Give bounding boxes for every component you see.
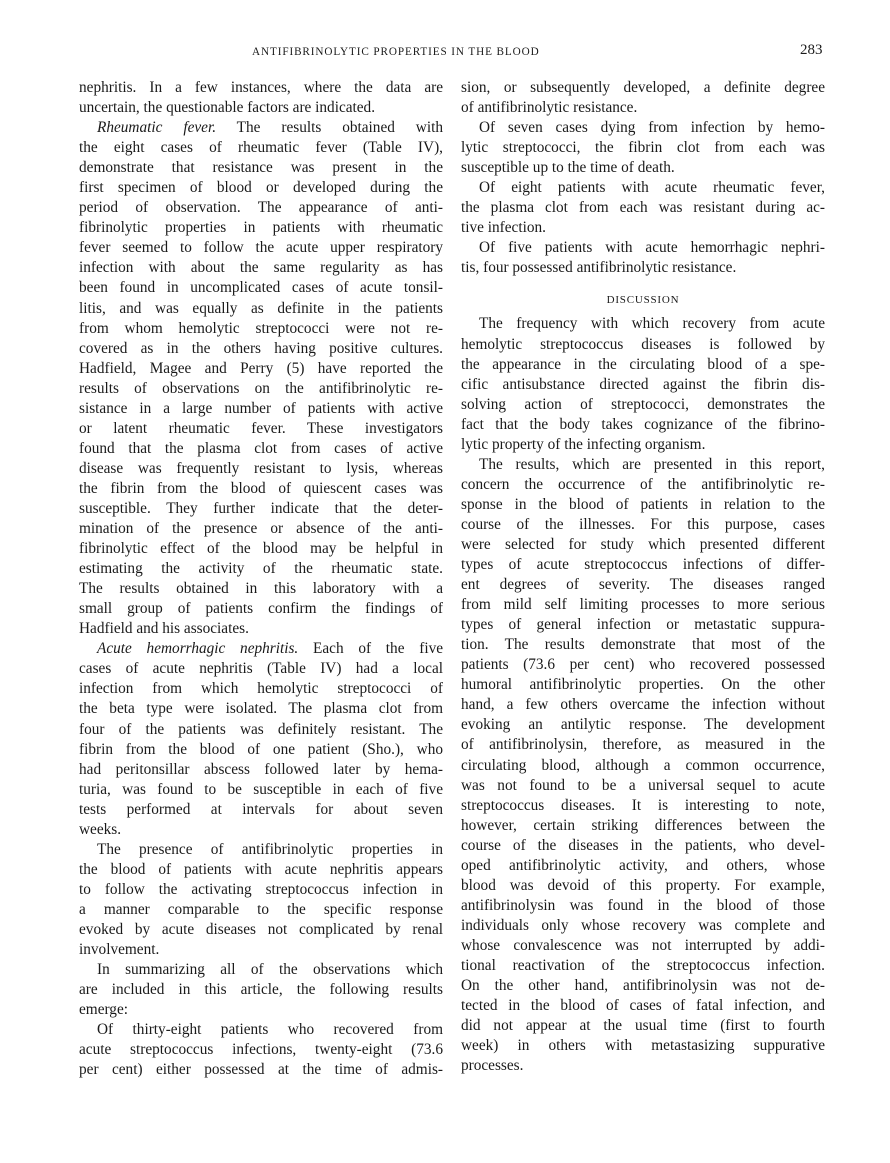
paragraph-lines xyxy=(79,659,443,839)
text-line: blood was devoid of this property. For example, xyxy=(461,876,825,894)
line-text: The results obtained with xyxy=(236,119,443,137)
text-line: circulating blood, although a common occurrence, xyxy=(461,756,825,774)
text-line: concern the occurrence of the antifibrinolytic re- xyxy=(461,475,825,493)
text-line: acute streptococcus infections, twenty-eight (73.6 xyxy=(79,1041,443,1059)
paragraph-summary xyxy=(79,960,443,1020)
text-line: the eight cases of rheumatic fever (Table IV), xyxy=(79,139,443,157)
right-column xyxy=(461,78,825,1076)
text-line: tive infection. xyxy=(461,219,546,237)
text-line: infection from which hemolytic streptococci of xyxy=(79,680,443,698)
text-line: susceptible up to the time of death. xyxy=(461,159,675,177)
text-line: from whom hemolytic streptococci were not re- xyxy=(79,319,443,337)
text-line: patients (73.6 per cent) who recovered possessed xyxy=(461,656,825,674)
text-line: fever seemed to follow the acute upper respiratory xyxy=(79,239,443,257)
text-line: humoral antifibrinolytic properties. On the other xyxy=(461,676,825,694)
text-line: ent degrees of severity. The diseases ranged xyxy=(461,576,825,594)
text-line: cases of acute nephritis (Table IV) had a local xyxy=(79,660,443,678)
paragraph-acute-nephritis xyxy=(79,639,443,839)
text-line: first specimen of blood or developed during the xyxy=(79,179,443,197)
text-line: of antifibrinolysin, therefore, as measured in the xyxy=(461,736,825,754)
text-line: course of the illnesses. For this purpose, cases xyxy=(461,515,825,533)
text-line: nephritis. In a few instances, where the data are xyxy=(79,79,443,96)
text-line: streptococcus diseases. It is interesting to note, xyxy=(461,796,825,814)
text-line: are included in this article, the following results xyxy=(79,981,443,999)
text-line: demonstrate that resistance was present in the xyxy=(79,159,443,177)
text-line: The results obtained in this laboratory with a xyxy=(79,580,443,598)
spacer xyxy=(461,278,825,286)
page-number: 283 xyxy=(800,42,823,58)
text-line: types of acute streptococcus infections of differ- xyxy=(461,556,825,574)
paragraph-rheumatic-fever xyxy=(79,118,443,639)
text-line: fibrinolytic properties in patients with rheumatic xyxy=(79,219,443,237)
text-line: course of the diseases in the patients, who devel- xyxy=(461,836,825,854)
text-line: fact that the body takes cognizance of the fibrino- xyxy=(461,415,825,433)
text-line: uncertain, the questionable factors are indicated. xyxy=(79,99,376,117)
text-line: lytic streptococci, the fibrin clot from each was xyxy=(461,139,825,157)
text-line: found that the plasma clot from cases of active xyxy=(79,439,443,457)
paragraph-admission-continued xyxy=(461,78,825,118)
section-heading-rheumatic-fever: Rheumatic fever. xyxy=(97,119,217,137)
text-line: tests performed at intervals for about seven xyxy=(79,800,443,818)
paragraph-first-line xyxy=(79,639,443,659)
text-line: sistance in a large number of patients with active xyxy=(79,399,443,417)
text-line: Hadfield and his associates. xyxy=(79,620,249,638)
text-line: been found in uncomplicated cases of acute tonsil- xyxy=(79,279,443,297)
text-line: had peritonsillar abscess followed later by hema- xyxy=(79,760,443,778)
text-line: a manner comparable to the specific response xyxy=(79,900,443,918)
text-line: the beta type were isolated. The plasma clot from xyxy=(79,700,443,718)
text-line: estimating the activity of the rheumatic state. xyxy=(79,560,443,578)
text-line: the appearance in the circulating blood of a spe- xyxy=(461,355,825,373)
text-line: were selected for study which presented different xyxy=(461,535,825,553)
text-line: from mild self limiting processes to more serious xyxy=(461,596,825,614)
text-line: tected in the blood of cases of fatal infection, and xyxy=(461,997,825,1015)
text-line: involvement. xyxy=(79,941,160,959)
paragraph-frequency xyxy=(461,314,825,454)
text-line: sponse in the blood of patients in relation to the xyxy=(461,495,825,513)
text-line: The frequency with which recovery from acute xyxy=(479,315,825,333)
paragraph-seven-cases xyxy=(461,118,825,178)
text-line: weeks. xyxy=(79,820,122,838)
text-line: hemolytic streptococcus diseases is followed by xyxy=(461,335,825,353)
text-line: tis, four possessed antifibrinolytic resistance. xyxy=(461,259,737,277)
line-text: Each of the five xyxy=(313,640,444,658)
paragraph-eight-patients xyxy=(461,178,825,238)
text-line: period of observation. The appearance of anti- xyxy=(79,199,443,217)
text-line: tion. The results demonstrate that most of the xyxy=(461,636,825,654)
text-line: On the other hand, antifibrinolysin was not de- xyxy=(461,977,825,995)
paragraph-thirty-eight xyxy=(79,1020,443,1080)
text-line: susceptible. They further indicate that the deter- xyxy=(79,499,443,517)
text-line: per cent) either possessed at the time of admis- xyxy=(79,1061,443,1079)
text-line: cific antisubstance directed against the fibrin dis- xyxy=(461,375,825,393)
paragraph-intro-continued xyxy=(79,78,443,118)
text-line: week) in others with metastasizing suppurative xyxy=(461,1037,825,1055)
text-line: Of thirty-eight patients who recovered from xyxy=(97,1021,443,1039)
text-line: did not appear at the usual time (first to fourth xyxy=(461,1017,825,1035)
text-line: The results, which are presented in this report, xyxy=(479,455,825,473)
text-line: infection with about the same regularity as has xyxy=(79,259,443,277)
text-line: oped antifibrinolytic activity, and others, whose xyxy=(461,856,825,874)
text-line: evoked by acute diseases not complicated by renal xyxy=(79,920,443,938)
text-line: the fibrin from the blood of quiescent cases was xyxy=(79,479,443,497)
text-line: of antifibrinolytic resistance. xyxy=(461,99,638,117)
text-line: disease was frequently resistant to lysis, whereas xyxy=(79,459,443,477)
text-line: tional reactivation of the streptococcus infection. xyxy=(461,956,825,974)
text-line: Of seven cases dying from infection by hemo- xyxy=(479,119,825,137)
text-line: the blood of patients with acute nephritis appears xyxy=(79,860,443,878)
text-line: covered as in the others having positive cultures. xyxy=(79,339,443,357)
paragraph-lines xyxy=(79,138,443,639)
paragraph-presence xyxy=(79,840,443,960)
text-line: Of five patients with acute hemorrhagic nephri- xyxy=(479,239,825,257)
running-head xyxy=(0,42,890,66)
text-line: fibrin from the blood of one patient (Sho.), who xyxy=(79,740,443,758)
text-line: sion, or subsequently developed, a definite degree xyxy=(461,79,825,96)
paragraph-results xyxy=(461,455,825,1076)
text-line: litis, and was equally as definite in the patients xyxy=(79,299,443,317)
text-line: to follow the activating streptococcus infection in xyxy=(79,880,443,898)
text-line: antifibrinolysin was found in the blood of those xyxy=(461,896,825,914)
text-line: mination of the presence or absence of the anti- xyxy=(79,520,443,538)
text-line: small group of patients confirm the findings of xyxy=(79,600,443,618)
text-line: or latent rheumatic fever. These investigators xyxy=(79,419,443,437)
text-line: emerge: xyxy=(79,1001,128,1019)
paragraph-first-line xyxy=(79,118,443,138)
discussion-heading: DISCUSSION xyxy=(606,294,680,307)
paragraph-five-patients xyxy=(461,238,825,278)
text-line: Hadfield, Magee and Perry (5) have reported the xyxy=(79,359,443,377)
text-line: fibrinolytic effect of the blood may be helpful in xyxy=(79,540,443,558)
text-line: however, certain striking differences between the xyxy=(461,816,825,834)
text-line: solving action of streptococci, demonstrates the xyxy=(461,395,825,413)
text-line: lytic property of the infecting organism. xyxy=(461,435,706,453)
text-line: whose convalescence was not interrupted by addi- xyxy=(461,936,825,954)
text-line: types of general infection or metastatic suppura- xyxy=(461,616,825,634)
text-line: results of observations on the antifibrinolytic re- xyxy=(79,379,443,397)
text-line: was not found to be a universal sequel to acute xyxy=(461,776,825,794)
text-line: four of the patients was definitely resistant. The xyxy=(79,720,443,738)
text-line: the plasma clot from each was resistant during ac- xyxy=(461,199,825,217)
text-line: turia, was found to be susceptible in each of five xyxy=(79,780,443,798)
left-column xyxy=(79,78,443,1080)
text-line: processes. xyxy=(461,1057,524,1075)
text-line: In summarizing all of the observations which xyxy=(97,961,443,979)
text-line: individuals only whose recovery was complete and xyxy=(461,916,825,934)
text-line: evoking an antilytic response. The development xyxy=(461,716,825,734)
text-line: The presence of antifibrinolytic properties in xyxy=(97,840,443,858)
running-title: ANTIFIBRINOLYTIC PROPERTIES IN THE BLOOD xyxy=(252,46,540,58)
section-heading-acute-nephritis: Acute hemorrhagic nephritis. xyxy=(97,640,299,658)
text-line: hand, a few others overcame the infection without xyxy=(461,696,825,714)
text-line: Of eight patients with acute rheumatic fever, xyxy=(479,179,825,197)
